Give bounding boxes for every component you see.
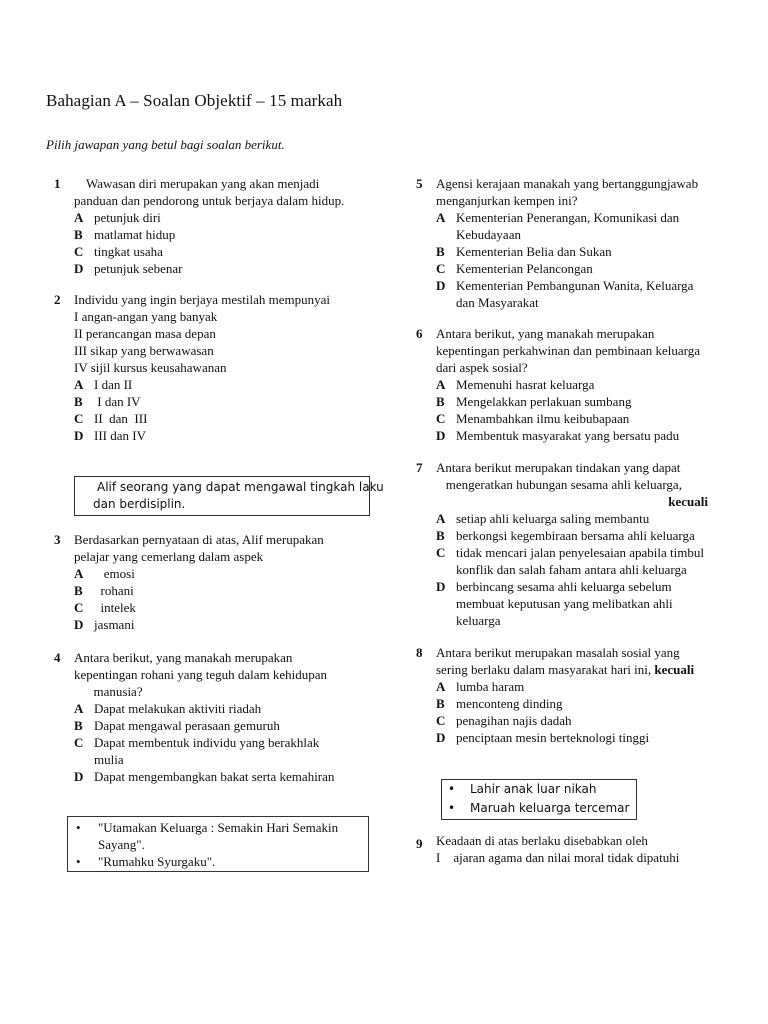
option-letter: B <box>436 244 445 259</box>
question-number: 3 <box>54 532 61 547</box>
question-stem: mengeratkan hubungan sesama ahli keluarga, <box>436 477 682 492</box>
roman-item: I angan-angan yang banyak <box>74 309 218 324</box>
option-a[interactable] <box>74 376 330 393</box>
stimulus-text: "Rumahku Syurgaku". <box>98 854 216 869</box>
option-letter: A <box>74 566 84 581</box>
option-a[interactable] <box>436 376 700 393</box>
option-c[interactable] <box>74 243 344 260</box>
option-text: Dapat mengembangkan bakat serta kemahiran <box>94 769 335 784</box>
option-letter: B <box>74 718 83 733</box>
option-d[interactable] <box>436 427 700 444</box>
stimulus-box-social <box>441 779 637 820</box>
option-text: Dapat mengawal perasaan gemuruh <box>94 718 280 733</box>
question-stem: kepentingan perkahwinan dan pembinaan keluarga <box>436 343 700 358</box>
option-letter: C <box>74 735 84 750</box>
option-text-continued: mulia <box>94 752 124 767</box>
option-text: Memenuhi hasrat keluarga <box>456 377 595 392</box>
question-number: 1 <box>54 176 61 191</box>
bullet-icon: • <box>448 801 456 815</box>
option-c[interactable] <box>74 599 324 616</box>
question-stem: Berdasarkan pernyataan di atas, Alif merupakan <box>74 532 324 547</box>
option-text: penagihan najis dadah <box>456 713 572 728</box>
instruction-text: Pilih jawapan yang betul bagi soalan berikut. <box>46 137 285 152</box>
option-b[interactable] <box>436 695 694 712</box>
option-text: Dapat melakukan aktiviti riadah <box>94 701 262 716</box>
option-d[interactable] <box>436 578 716 595</box>
question-stem: Wawasan diri merupakan yang akan menjadi <box>86 176 320 191</box>
option-b[interactable] <box>436 243 698 260</box>
option-text: tidak mencari jalan penyelesaian apabila timbul <box>456 545 704 560</box>
question-stem: pelajar yang cemerlang dalam aspek <box>74 549 264 564</box>
option-text-continued: konflik dan salah faham antara ahli keluarga <box>456 562 687 577</box>
option-letter: C <box>74 411 84 426</box>
option-d-cont <box>436 612 716 629</box>
question-number: 6 <box>416 326 423 341</box>
option-c-cont <box>74 751 334 768</box>
stimulus-box-alif <box>74 476 384 516</box>
option-letter: D <box>436 730 446 745</box>
option-text: Kementerian Penerangan, Komunikasi dan <box>456 210 680 225</box>
question-stem: Antara berikut merupakan masalah sosial yang <box>436 645 680 660</box>
option-text: petunjuk diri <box>94 210 161 225</box>
question-number: 8 <box>416 645 423 660</box>
question-stem: dari aspek sosial? <box>436 360 528 375</box>
option-a[interactable] <box>436 510 716 527</box>
question-number: 7 <box>416 460 423 475</box>
option-text: II dan III <box>94 411 148 426</box>
option-letter: D <box>74 428 84 443</box>
question-stem: manusia? <box>74 684 143 699</box>
stimulus-text: "Utamakan Keluarga : Semakin Hari Semakin <box>98 820 339 835</box>
question-number: 4 <box>54 650 61 665</box>
option-d[interactable] <box>74 616 324 633</box>
option-letter: C <box>436 411 446 426</box>
option-text: III dan IV <box>94 428 146 443</box>
option-d-cont <box>436 595 716 612</box>
option-c[interactable] <box>436 712 694 729</box>
option-letter: B <box>74 583 83 598</box>
option-letter: A <box>436 679 446 694</box>
question-stem: Antara berikut, yang manakah merupakan <box>436 326 655 341</box>
question-number: 2 <box>54 292 61 307</box>
stimulus-text: Lahir anak luar nikah <box>470 782 597 796</box>
option-letter: C <box>436 261 446 276</box>
question-stem: Individu yang ingin berjaya mestilah mempunyai <box>74 292 330 307</box>
roman-item: II perancangan masa depan <box>74 326 216 341</box>
option-letter: B <box>436 696 445 711</box>
option-text: Kementerian Pembangunan Wanita, Keluarga <box>456 278 694 293</box>
option-letter: A <box>436 377 446 392</box>
option-a[interactable] <box>436 209 698 226</box>
option-letter: B <box>436 394 445 409</box>
option-text: penciptaan mesin berteknologi tinggi <box>456 730 650 745</box>
option-text: berbincang sesama ahli keluarga sebelum <box>456 579 672 594</box>
option-text: I dan II <box>94 377 133 392</box>
question-stem: Keadaan di atas berlaku disebabkan oleh <box>436 833 648 848</box>
roman-item: I ajaran agama dan nilai moral tidak dipatuhi <box>436 850 680 865</box>
kecuali-label: kecuali <box>654 662 695 677</box>
option-text: Kementerian Pelancongan <box>456 261 593 276</box>
question-stem: Agensi kerajaan manakah yang bertanggungjawab <box>436 176 699 191</box>
option-text-continued: dan Masyarakat <box>456 295 539 310</box>
option-text-continued: keluarga <box>456 613 501 628</box>
option-letter: A <box>74 701 84 716</box>
option-letter: C <box>436 545 446 560</box>
option-letter: D <box>74 769 84 784</box>
option-text: lumba haram <box>456 679 525 694</box>
option-letter: C <box>436 713 446 728</box>
stimulus-text: Alif seorang yang dapat mengawal tingkah laku <box>97 480 384 494</box>
question-stem: Antara berikut, yang manakah merupakan <box>74 650 293 665</box>
question-stem: kepentingan rohani yang teguh dalam kehidupan <box>74 667 328 682</box>
option-text-continued: membuat keputusan yang melibatkan ahli <box>456 596 673 611</box>
option-d[interactable] <box>74 768 334 785</box>
bullet-icon: • <box>448 782 456 796</box>
option-b[interactable] <box>74 582 324 599</box>
stimulus-text: Maruah keluarga tercemar <box>470 801 630 815</box>
question-number: 9 <box>416 836 423 851</box>
option-letter: A <box>74 210 84 225</box>
question-stem: sering berlaku dalam masyarakat hari ini, <box>436 662 652 677</box>
option-b[interactable] <box>436 527 716 544</box>
option-letter: D <box>74 261 84 276</box>
question-stem: Antara berikut merupakan tindakan yang dapat <box>436 460 681 475</box>
question-number: 5 <box>416 176 423 191</box>
option-d[interactable] <box>74 427 330 444</box>
option-a[interactable] <box>74 565 324 582</box>
option-b[interactable] <box>436 393 700 410</box>
option-c[interactable] <box>436 260 698 277</box>
kecuali-label: kecuali <box>668 494 708 509</box>
option-text: jasmani <box>94 617 135 632</box>
option-letter: B <box>74 394 83 409</box>
option-text: menconteng dinding <box>456 696 563 711</box>
option-c[interactable] <box>436 544 716 561</box>
option-text: petunjuk sebenar <box>94 261 183 276</box>
option-text: Kementerian Belia dan Sukan <box>456 244 612 259</box>
option-text: Mengelakkan perlakuan sumbang <box>456 394 632 409</box>
option-text: Dapat membentuk individu yang berakhlak <box>94 735 320 750</box>
option-letter: B <box>74 227 83 242</box>
option-letter: B <box>436 528 445 543</box>
option-a[interactable] <box>436 678 694 695</box>
option-a[interactable] <box>74 209 344 226</box>
option-text: matlamat hidup <box>94 227 176 242</box>
bullet-icon: • <box>76 854 81 869</box>
option-text: Menambahkan ilmu keibubapaan <box>456 411 630 426</box>
option-text: emosi <box>94 566 135 581</box>
option-text: setiap ahli keluarga saling membantu <box>456 511 650 526</box>
option-letter: C <box>74 244 84 259</box>
option-c-cont <box>436 561 716 578</box>
section-heading: Bahagian A – Soalan Objektif – 15 markah <box>46 91 343 110</box>
option-text: rohani <box>94 583 134 598</box>
option-letter: C <box>74 600 84 615</box>
question-stem: panduan dan pendorong untuk berjaya dalam hidup. <box>74 193 345 208</box>
option-a-cont <box>436 226 698 243</box>
option-a[interactable] <box>74 700 334 717</box>
option-letter: A <box>436 511 446 526</box>
option-b[interactable] <box>74 226 344 243</box>
stimulus-text: Sayang". <box>98 837 145 852</box>
option-d[interactable] <box>436 729 694 746</box>
stimulus-text: dan berdisiplin. <box>93 497 186 511</box>
option-letter: D <box>74 617 84 632</box>
option-c[interactable] <box>74 734 334 751</box>
option-b[interactable] <box>74 393 330 410</box>
option-c[interactable] <box>436 410 700 427</box>
option-text: I dan IV <box>94 394 141 409</box>
option-text: intelek <box>94 600 136 615</box>
option-letter: A <box>436 210 446 225</box>
option-letter: D <box>436 278 446 293</box>
option-text: berkongsi kegembiraan bersama ahli keluarga <box>456 528 695 543</box>
bullet-icon: • <box>76 820 81 835</box>
option-text: Membentuk masyarakat yang bersatu padu <box>456 428 680 443</box>
question-stem: menganjurkan kempen ini? <box>436 193 578 208</box>
option-d-cont <box>436 294 698 311</box>
option-c[interactable] <box>74 410 330 427</box>
option-letter: D <box>436 579 446 594</box>
option-text-continued: Kebudayaan <box>456 227 521 242</box>
option-b[interactable] <box>74 717 334 734</box>
roman-item: III sikap yang berwawasan <box>74 343 214 358</box>
option-d[interactable] <box>436 277 698 294</box>
roman-item: IV sijil kursus keusahawanan <box>74 360 227 375</box>
stimulus-box-slogan <box>67 816 369 872</box>
option-text: tingkat usaha <box>94 244 163 259</box>
option-letter: D <box>436 428 446 443</box>
option-d[interactable] <box>74 260 344 277</box>
option-letter: A <box>74 377 84 392</box>
